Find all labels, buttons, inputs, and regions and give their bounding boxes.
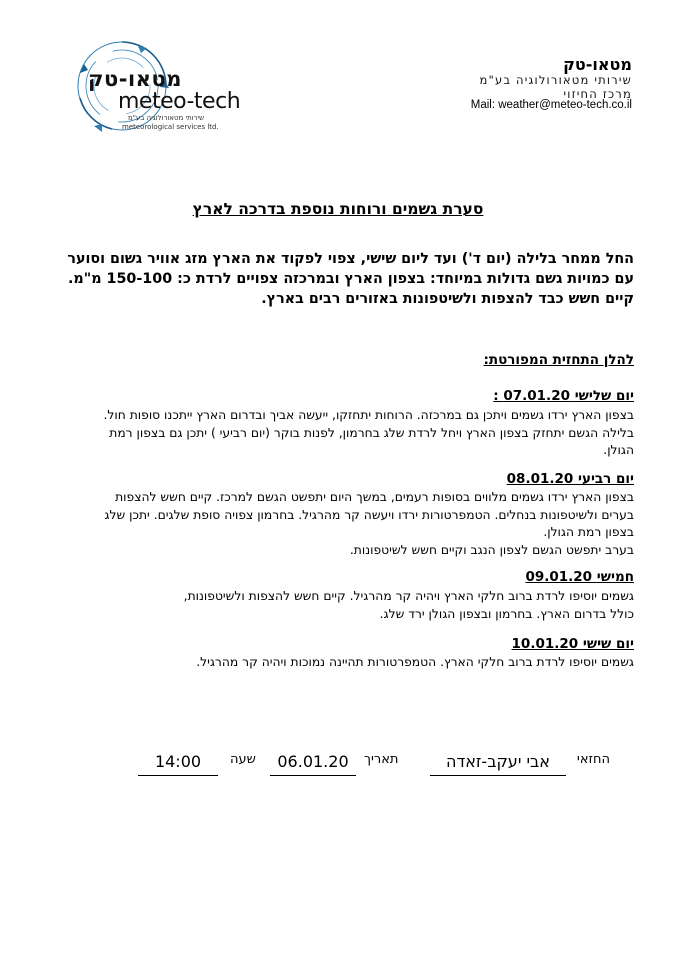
day-name: חמישי [596, 569, 634, 585]
day-heading-suffix: : [493, 388, 504, 404]
date-label: תאריך [364, 752, 399, 767]
day-heading [512, 636, 634, 652]
company-description: שירותי מטאורולוגיה בע"מ [479, 73, 632, 87]
day-date: 08.01.20 [506, 471, 574, 487]
logo-hebrew-subtitle: שירותי מטאורולוגיה בע"מ [128, 114, 205, 122]
forecaster-label: החזאי [576, 752, 610, 767]
day-heading [525, 569, 634, 585]
forecast-line: הגולן. [603, 443, 634, 457]
forecast-line: בערב יתפשט הגשם לצפון הנגב וקיים חשש לשיטפונות. [349, 542, 634, 557]
day-forecast-text [34, 407, 634, 460]
time-line [138, 775, 218, 776]
forecast-line: בערים ולשיטפונות בנחלים. הטמפרטורות ירדו ויעשה קר מהרגיל. בחרמון צפויה סופת שלגים. יתכן שלג [104, 507, 634, 522]
forecast-line: גשמים יוסיפו לרדת ברוב חלקי הארץ ויהיה קר מהרגיל. קיים חשש להצפות ולשיטפונות, [183, 589, 634, 603]
date-value: 06.01.20 [277, 752, 349, 771]
day-forecast-text [34, 654, 634, 672]
day-date: 10.01.20 [511, 636, 579, 652]
day-forecast-text [34, 588, 634, 623]
company-email: Mail: weather@meteo-tech.co.il [470, 99, 632, 111]
time-label: שעה [230, 752, 256, 767]
forecaster-signature-line [430, 775, 566, 776]
intro-line: עם כמויות גשם גדולות במיוחד: בצפון הארץ ובמרכזה צפויים לרדת כ: 150-100 מ"מ. [67, 271, 634, 287]
document-title: סערת גשמים ורוחות נוספת בדרכה לארץ [192, 200, 484, 218]
day-date: 09.01.20 [525, 569, 593, 585]
day-heading [507, 471, 634, 487]
forecast-line: כולל בדרום הארץ. בחרמון ובצפון הגולן ירד שלג. [379, 606, 634, 621]
logo-english-wordmark: meteo-tech [118, 89, 241, 114]
forecast-line: בצפון הארץ ירדו גשמים ויתכן גם במרכזה. הרוחות יתחזקו, ייעשה אביך ובדרום הארץ ייתכנו סופות חול. [103, 408, 634, 422]
intro-line: קיים חשש כבד להצפות ולשיטפונות באזורים רבים בארץ. [261, 291, 634, 307]
date-line [270, 775, 356, 776]
forecast-line: בצפון רמת הגולן. [543, 525, 634, 539]
forecast-heading: להלן התחזית המפורטת: [483, 352, 634, 368]
day-date: 07.01.20 [503, 388, 570, 404]
forecaster-name: אבי יעקב-זאדה [446, 752, 550, 771]
day-heading [493, 388, 634, 404]
day-name: יום שלישי [574, 388, 634, 404]
forecast-line: בלילה הגשם יתחזק בצפון הארץ ויחל לרדת שלג בחרמון, לפנות בוקר (יום רביעי ) יתכן גם בצפון רמת [109, 425, 634, 440]
forecast-line: בצפון הארץ ירדו גשמים מלווים בסופות רעמים, במשך היום יתפשט הגשם למרכז. קיים חשש להצפות [115, 490, 634, 504]
time-value: 14:00 [154, 752, 202, 771]
company-name: מטאו-טק [563, 55, 632, 74]
day-forecast-text [34, 489, 634, 559]
day-name: יום רביעי [577, 471, 634, 487]
logo-hebrew-wordmark: מטאו-טק [88, 67, 182, 91]
forecast-line: גשמים יוסיפו לרדת ברוב חלקי הארץ. הטמפרטורות תהיינה נמוכות ויהיה קר מהרגיל. [196, 655, 634, 669]
intro-paragraph [40, 249, 634, 309]
day-name: יום שישי [582, 636, 634, 652]
intro-line: החל ממחר בלילה (יום ד') ועד ליום שישי, צפוי לפקוד את הארץ מזג אוויר גשום וסוער [67, 251, 634, 267]
company-department: מרכז החיזוי [563, 87, 632, 101]
logo-english-subtitle: meteorological services ltd. [122, 123, 219, 131]
